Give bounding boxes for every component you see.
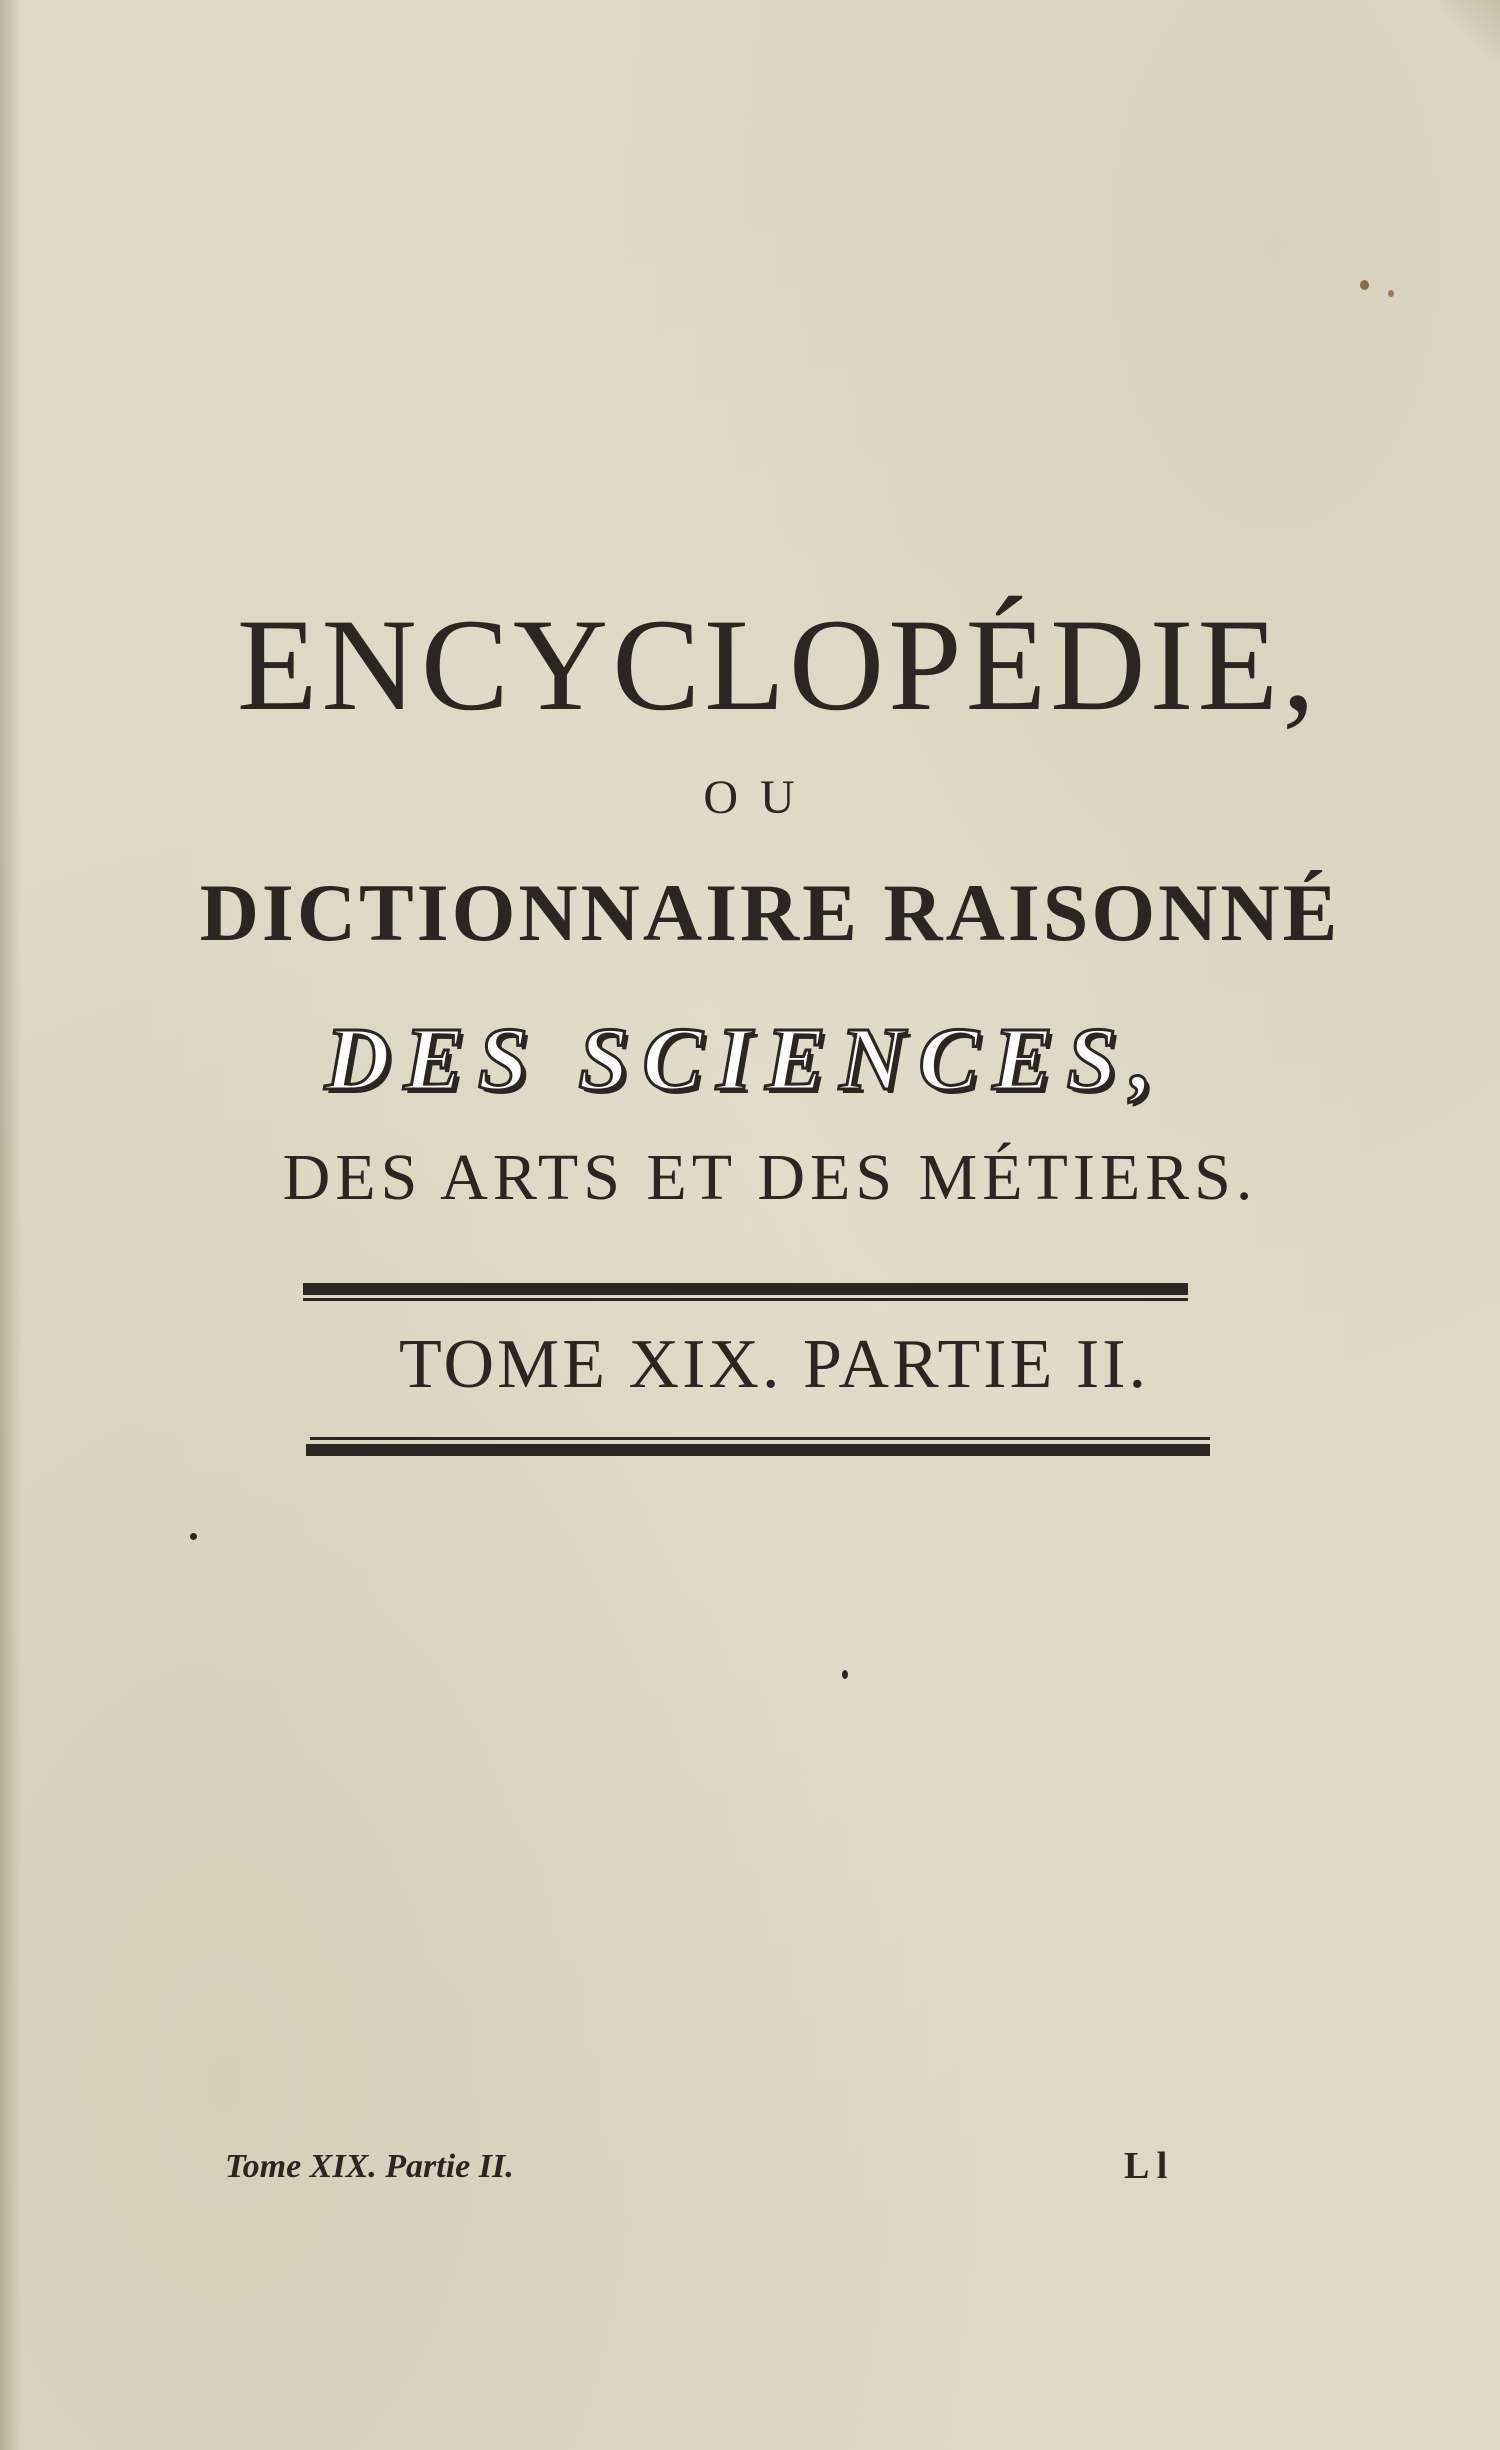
title-conjunction: OU [703, 771, 817, 824]
foxing-spot [1388, 290, 1394, 297]
bottom-rule-thick [306, 1444, 1210, 1456]
gathering-mark: L l [1124, 2145, 1168, 2187]
bottom-rule-thin [310, 1437, 1210, 1440]
top-rule-thin [303, 1298, 1188, 1301]
ink-speck [842, 1670, 848, 1679]
subtitle-dictionnaire: DICTIONNAIRE RAISONNÉ [199, 867, 1341, 958]
foxing-spot [1360, 280, 1369, 290]
top-rule-thick [303, 1283, 1188, 1295]
signature-mark: Tome XIX. Partie II. [225, 2148, 514, 2185]
subtitle-sciences: DES SCIENCES, [324, 1010, 1168, 1109]
subtitle-arts-metiers: DES ARTS ET DES MÉTIERS. [282, 1141, 1258, 1214]
main-title: ENCYCLOPÉDIE, [236, 591, 1320, 738]
binding-shadow [0, 0, 22, 2450]
page-corner [1440, 0, 1500, 60]
ink-speck [190, 1533, 197, 1540]
volume-label: TOME XIX. PARTIE II. [399, 1326, 1149, 1403]
